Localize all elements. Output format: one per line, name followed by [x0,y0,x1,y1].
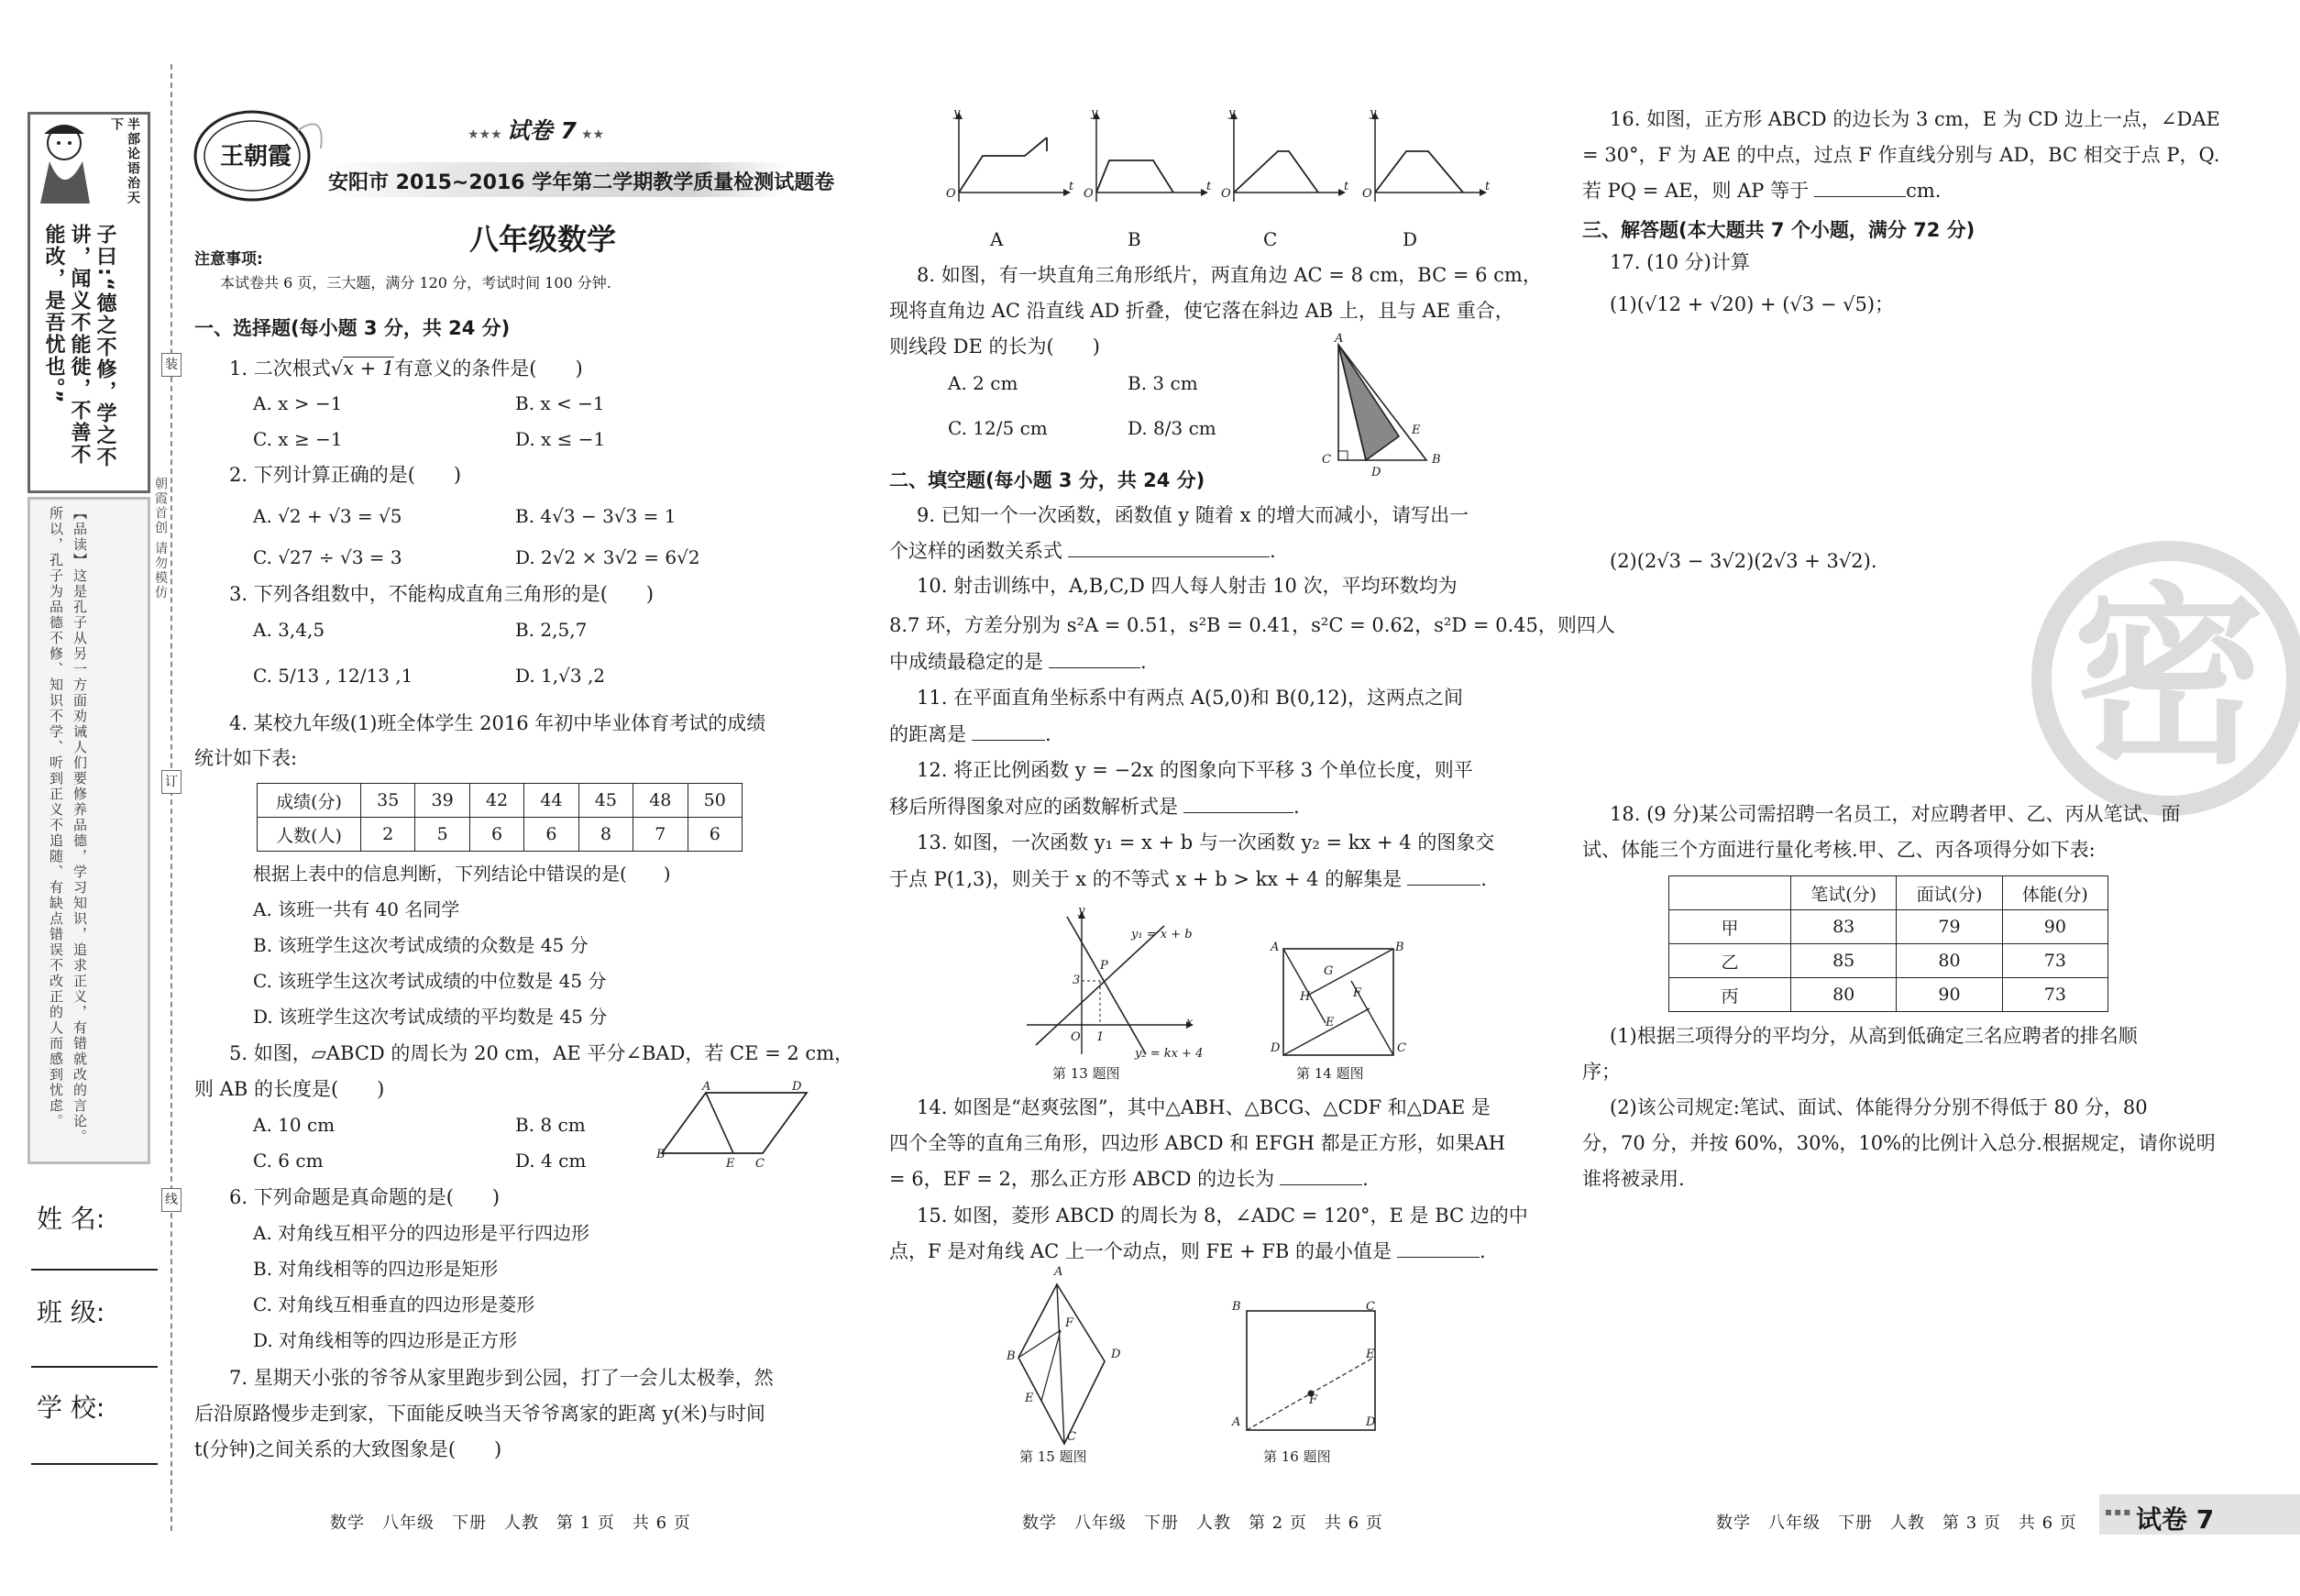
q18-part2-line1: (2)该公司规定:笔试、面试、体能得分分别不得低于 80 分，80 [1610,1096,2148,1118]
table-cell: 乙 [1669,944,1791,978]
corner-dots-icon: ▪▪▪ [2105,1505,2133,1518]
q8-line1: 8. 如图，有一块直角三角形纸片，两直角边 AC = 8 cm，BC = 6 cm， [917,264,1542,286]
q2-option-c[interactable]: C. √27 ÷ √3 = 3 [253,546,402,568]
fig-label: G [1324,964,1334,978]
table-cell: 73 [2002,944,2107,978]
table-row [258,784,743,818]
q8-option-b[interactable]: B. 3 cm [1128,372,1198,394]
cut-mark: 线 [161,1188,182,1212]
fig-label: E [726,1157,735,1171]
q13-line1: 13. 如图，一次函数 y₁ = x + b 与一次函数 y₂ = kx + 4 的图象交 [917,831,1495,853]
table-cell: 35 [361,784,415,818]
q7-graph-d [1360,110,1489,211]
q18-score-table [1668,875,2108,1012]
table-cell: 90 [2002,910,2107,944]
q1-stem [229,354,583,383]
q4-score-table [257,783,743,852]
table-cell: 7 [633,818,688,852]
sidebar-corner-title: 半部论语治天下 [109,117,140,205]
fig-label: E [1326,1016,1335,1029]
axis-label: t [1069,180,1074,193]
q16-text: 若 PQ = AE，则 AP 等于 [1582,180,1810,202]
table-cell [1669,876,1791,910]
table-cell: 8 [578,818,633,852]
table-row [1669,944,2108,978]
fig-label: D [1366,1415,1376,1429]
q10-line2: 8.7 环，方差分别为 s²A = 0.51，s²B = 0.41，s²C = 0.62，s²D = 0.45，则四人 [889,614,1615,636]
q13-answer-blank[interactable] [1407,885,1480,886]
q3-option-c[interactable]: C. 5/13 , 12/13 ,1 [253,665,413,687]
fig-label: B [1007,1349,1016,1363]
fig13-l1-label: y₁ = x + b [1131,928,1193,941]
q1-option-c[interactable]: C. x ≥ −1 [253,428,343,450]
q10-line1: 10. 射击训练中，A,B,C,D 四人每人射击 10 次，平均环数均为 [917,575,1458,597]
corner-paper-label: 试卷 7 [2136,1504,2215,1535]
axis-label: O [1362,187,1372,201]
q4-option-d[interactable]: D. 该班学生这次考试成绩的平均数是 45 分 [253,1006,608,1028]
q2-option-a[interactable]: A. √2 + √3 = √5 [253,505,402,527]
fig16-square-figure [1238,1302,1384,1439]
seal-char: 密 [2072,566,2265,790]
q16-line1: 16. 如图，正方形 ABCD 的边长为 3 cm，E 为 CD 边上一点，∠DAE [1610,108,2220,130]
confidential-seal [2031,541,2300,816]
q8-line2: 现将直角边 AC 沿直线 AD 折叠，使它落在斜边 AB 上，且与 AE 重合， [889,300,1514,322]
fig-label: C [755,1157,765,1171]
q7-graph-c [1219,110,1348,211]
q7-option-c[interactable]: C [1263,228,1278,250]
q6-option-d[interactable]: D. 对角线相等的四边形是正方形 [253,1329,518,1351]
q18-part2-line2: 分，70 分，并按 60%，30%，10%的比例计入总分.根据规定，请你说明 [1582,1132,2216,1154]
table-cell: 人数(人) [258,818,361,852]
fig13-one-label: 1 [1096,1030,1105,1044]
class-input[interactable] [31,1364,158,1368]
fig-label: A [1335,332,1344,346]
q7-option-a[interactable]: A [990,228,1004,250]
fig-label: F [1065,1316,1074,1330]
q18-part1-line1: (1)根据三项得分的平均分，从高到低确定三名应聘者的排名顺 [1610,1025,2138,1047]
q12-answer-blank[interactable] [1183,812,1293,813]
table-cell: 面试(分) [1897,876,2002,910]
q3-stem: 3. 下列各组数中，不能构成直角三角形的是( ) [229,583,655,605]
q15-line1: 15. 如图，菱形 ABCD 的周长为 8，∠ADC = 120°，E 是 BC 边的中 [917,1205,1528,1227]
q11-text: 的距离是 [889,723,966,745]
table-cell: 5 [415,818,469,852]
q17-part2: (2)(2√3 − 3√2)(2√3 + 3√2). [1610,550,1877,572]
q6-option-c[interactable]: C. 对角线互相垂直的四边形是菱形 [253,1293,535,1315]
fig-label: D [1371,466,1381,479]
table-cell: 48 [633,784,688,818]
q10-text: 中成绩最稳定的是 [889,651,1043,673]
axis-label: O [946,187,956,201]
q5-stem-line1: 5. 如图，▱ABCD 的周长为 20 cm，AE 平分∠BAD，若 CE = 2 cm， [229,1042,854,1064]
q3-option-d[interactable]: D. 1,√3 ,2 [515,665,606,687]
section-1-title: 一、选择题(每小题 3 分，共 24 分) [194,317,511,339]
fig-label: C [1322,453,1331,467]
q5-option-c[interactable]: C. 6 cm [253,1150,324,1172]
star-decor-icon: ★★ [580,127,605,142]
q7-graph-b [1082,110,1210,211]
q10-answer-blank[interactable] [1049,667,1140,668]
table-cell: 甲 [1669,910,1791,944]
q13-text: 于点 P(1,3)，则关于 x 的不等式 x + b > kx + 4 的解集是 [889,868,1403,890]
q5-option-a[interactable]: A. 10 cm [253,1114,336,1136]
q8-option-a[interactable]: A. 2 cm [948,372,1018,394]
q7-line3: t(分钟)之间关系的大致图象是( ) [194,1438,502,1460]
fig-label: D [1111,1348,1121,1361]
logo-text: 王朝霞 [220,143,292,171]
q12-line2: 移后所得图象对应的函数解析式是 . [889,796,1300,818]
q7-line1: 7. 星期天小张的爷爷从家里跑步到公园，打了一会儿太极拳，然 [229,1367,774,1389]
cut-mark: 装 [161,353,182,377]
star-decor-icon: ★★★ [468,127,502,142]
q4-stem-line1: 4. 某校九年级(1)班全体学生 2016 年初中毕业体育考试的成绩 [229,712,766,734]
subject-title: 八年级数学 [469,222,617,257]
q5-option-b[interactable]: B. 8 cm [515,1114,586,1136]
fig-label: E [1025,1392,1034,1405]
table-cell: 42 [469,784,523,818]
fig-label: F [1309,1393,1318,1407]
axis-label: y [1370,106,1377,120]
q18-line2: 试、体能三个方面进行量化考核.甲、乙、丙各项得分如下表: [1582,839,2096,861]
table-row [258,818,743,852]
name-input[interactable] [31,1267,158,1271]
page-footer-1: 数学 八年级 下册 人教 第 1 页 共 6 页 [330,1513,691,1533]
q6-option-a[interactable]: A. 对角线互相平分的四边形是平行四边形 [253,1222,590,1244]
cut-mark: 订 [161,770,182,794]
table-cell: 80 [1791,978,1897,1012]
q7-graph-a [944,110,1073,211]
q9-line1: 9. 已知一个一次函数，函数值 y 随着 x 的增大而减小，请写出一 [917,504,1469,526]
q1-option-d[interactable]: D. x ≤ −1 [515,428,606,450]
q7-option-b[interactable]: B [1128,228,1141,250]
q4-option-a[interactable]: A. 该班一共有 40 名同学 [253,898,460,920]
q14-line3: = 6，EF = 2，那么正方形 ABCD 的边长为 . [889,1168,1369,1190]
q4-stem-line2: 统计如下表: [194,747,298,769]
table-cell: 50 [688,784,742,818]
fig-label: D [1271,1041,1281,1055]
table-cell: 44 [524,784,578,818]
q4-option-c[interactable]: C. 该班学生这次考试成绩的中位数是 45 分 [253,970,607,992]
axis-label: O [1084,187,1094,201]
q2-option-d[interactable]: D. 2√2 × 3√2 = 6√2 [515,546,700,568]
table-cell: 90 [1897,978,2002,1012]
fig-label: B [1395,941,1404,954]
fig-label: C [1397,1041,1406,1055]
fig-label: C [1366,1300,1375,1314]
q12-line1: 12. 将正比例函数 y = −2x 的图象向下平移 3 个单位长度，则平 [917,759,1473,781]
q17-part1: (1)(√12 + √20) + (√3 − √5)； [1610,293,1895,315]
table-cell: 笔试(分) [1791,876,1897,910]
q18-line1: 18. (9 分)某公司需招聘一名员工，对应聘者甲、乙、丙从笔试、面 [1610,803,2181,825]
table-cell: 85 [1791,944,1897,978]
table-cell: 45 [578,784,633,818]
axis-label: t [1206,180,1212,193]
fig13-l2-label: y₂ = kx + 4 [1135,1047,1204,1061]
q7-line2: 后沿原路慢步走到家，下面能反映当天爷爷离家的距离 y(米)与时间 [194,1403,765,1425]
q16-unit: cm. [1906,180,1942,202]
sidebar-portrait-box [28,112,145,213]
q1-stem-b: 有意义的条件是( ) [394,358,583,380]
table-cell: 6 [469,818,523,852]
axis-label: y [1091,106,1098,120]
section-3-title: 三、解答题(本大题共 7 个小题，满分 72 分) [1582,219,1975,241]
cut-line [171,64,172,1531]
q1-option-a[interactable]: A. x > −1 [253,392,343,414]
table-row [1669,876,2108,910]
fig-label: F [1353,986,1362,1000]
q15-text: 点，F 是对角线 AC 上一个动点，则 FE + FB 的最小值是 [889,1240,1392,1262]
fig15-rhombus-figure [1004,1279,1123,1458]
q8-line3: 则线段 DE 的长为( ) [889,336,1100,358]
q18-part2-line3: 谁将被录用. [1582,1168,1685,1190]
table-cell: 6 [524,818,578,852]
table-cell: 成绩(分) [258,784,361,818]
notice-title: 注意事项: [194,250,263,269]
q15-line2: 点，F 是对角线 AC 上一个动点，则 FE + FB 的最小值是 . [889,1240,1486,1262]
q5-stem-line2: 则 AB 的长度是( ) [194,1078,385,1100]
q12-text: 移后所得图象对应的函数解析式是 [889,796,1178,818]
fig13-p-label: P [1100,959,1108,973]
fig-label: A [1232,1415,1241,1429]
q6-stem: 6. 下列命题是真命题的是( ) [229,1186,501,1208]
sidebar-quote: 子曰:“德之不修，学之不讲，闻义不能徙，不善不能改，是吾忧也。” [42,224,116,469]
page-footer-2: 数学 八年级 下册 人教 第 2 页 共 6 页 [1022,1513,1383,1533]
q1-radicand: x + 1 [343,358,395,380]
fig-label: B [1432,453,1441,467]
section-2-title: 二、填空题(每小题 3 分，共 24 分) [889,469,1205,491]
fig-label: B [656,1148,666,1161]
confucius-portrait-icon [31,116,105,207]
q9-text: 个这样的函数关系式 [889,540,1062,562]
fig13-three-label: 3 [1073,974,1081,987]
q3-option-b[interactable]: B. 2,5,7 [515,619,588,641]
q1-stem-a: 1. 二次根式 [229,358,331,380]
table-cell: 79 [1897,910,2002,944]
q4-option-b[interactable]: B. 该班学生这次考试成绩的众数是 45 分 [253,934,589,956]
fig15-caption: 第 15 题图 [1019,1448,1087,1465]
fig-label: A [702,1080,711,1094]
fig-label: A [1271,941,1280,954]
q14-line2: 四个全等的直角三角形，四边形 ABCD 和 EFGH 都是正方形，如果AH [889,1132,1506,1154]
fig-label: H [1300,990,1311,1004]
table-cell: 丙 [1669,978,1791,1012]
table-row [1669,910,2108,944]
school-input[interactable] [31,1461,158,1465]
q14-line1: 14. 如图是“赵爽弦图”，其中△ABH、△BCG、△CDF 和△DAE 是 [917,1096,1491,1118]
q16-line2: = 30°，F 为 AE 的中点，过点 F 作直线分别与 AD，BC 相交于点 P，Q. [1582,144,2220,166]
sqrt-icon: √ [330,358,344,380]
fig13-caption: 第 13 题图 [1052,1065,1120,1082]
table-cell: 6 [688,818,742,852]
paper-number: 试卷 7 [506,117,577,144]
q8-option-d[interactable]: D. 8/3 cm [1128,417,1216,439]
fig13-y-label: y [1078,904,1085,918]
table-cell: 2 [361,818,415,852]
axis-label: O [1221,187,1231,201]
fig13-o-label: O [1071,1030,1081,1044]
fig14-square-figure [1274,944,1403,1063]
q10-line3: 中成绩最稳定的是 . [889,651,1147,673]
notice-text: 本试卷共 6 页，三大题，满分 120 分，考试时间 100 分钟. [220,274,611,292]
fig14-caption: 第 14 题图 [1296,1065,1364,1082]
exam-title: 安阳市 2015~2016 学年第二学期教学质量检测试题卷 [328,171,835,194]
page-footer-3: 数学 八年级 下册 人教 第 3 页 共 6 页 [1716,1513,2077,1533]
q13-line2: 于点 P(1,3)，则关于 x 的不等式 x + b > kx + 4 的解集是 . [889,868,1487,890]
axis-label: y [953,106,961,120]
q1-option-b[interactable]: B. x < −1 [515,392,605,414]
q11-line1: 11. 在平面直角坐标系中有两点 A(5,0)和 B(0,12)，这两点之间 [917,687,1463,709]
table-cell: 39 [415,784,469,818]
sidebar-commentary: 【品读】这是孔子从另一方面劝诫人们要修养品德，学习知识，追求正义，有错就改的言论。所以，孔子为品德不修、知识不学、听到正义不追随、有缺点错误不改正的人而感到忧虑。 [48,506,88,1145]
q4-question: 根据上表中的信息判断，下列结论中错误的是( ) [253,863,671,885]
fig-label: D [792,1080,802,1094]
q14-answer-blank[interactable] [1280,1184,1362,1185]
fig-label: E [1366,1348,1375,1361]
fig13-x-label: x [1186,1016,1194,1029]
table-cell: 体能(分) [2002,876,2107,910]
q6-option-b[interactable]: B. 对角线相等的四边形是矩形 [253,1258,499,1280]
q16-answer-blank[interactable] [1814,196,1906,197]
fig16-caption: 第 16 题图 [1263,1448,1331,1465]
paper-number-box [468,113,604,146]
q17-title: 17. (10 分)计算 [1610,251,1750,273]
q3-option-a[interactable]: A. 3,4,5 [253,619,325,641]
name-label: 姓 名: [37,1204,105,1234]
axis-label: t [1344,180,1349,193]
axis-label: t [1485,180,1491,193]
class-label: 班 级: [37,1297,105,1327]
q2-stem: 2. 下列计算正确的是( ) [229,464,462,486]
q2-option-b[interactable]: B. 4√3 − 3√3 = 1 [515,505,677,527]
q16-line3 [1582,176,1941,205]
fig-label: C [1067,1430,1076,1444]
table-cell: 83 [1791,910,1897,944]
q7-option-d[interactable]: D [1403,228,1418,250]
fig-label: A [1054,1265,1063,1279]
brand-note: 朝霞首创 请勿模仿 [153,477,168,600]
q11-answer-blank[interactable] [972,740,1045,741]
q5-option-d[interactable]: D. 4 cm [515,1150,587,1172]
q11-line2: 的距离是 . [889,723,1051,745]
fig-label: E [1412,424,1421,437]
table-row [1669,978,2108,1012]
q15-answer-blank[interactable] [1397,1257,1480,1258]
q14-text: = 6，EF = 2，那么正方形 ABCD 的边长为 [889,1168,1275,1190]
q9-line2: 个这样的函数关系式 . [889,540,1276,562]
table-cell: 73 [2002,978,2107,1012]
q9-answer-blank[interactable] [1068,556,1270,557]
school-label: 学 校: [37,1392,105,1423]
q8-option-c[interactable]: C. 12/5 cm [948,417,1048,439]
q18-part1-line2: 序； [1582,1061,1621,1083]
table-cell: 80 [1897,944,2002,978]
fig-label: B [1232,1300,1241,1314]
q8-triangle-figure [1320,339,1439,472]
axis-label: y [1228,106,1236,120]
